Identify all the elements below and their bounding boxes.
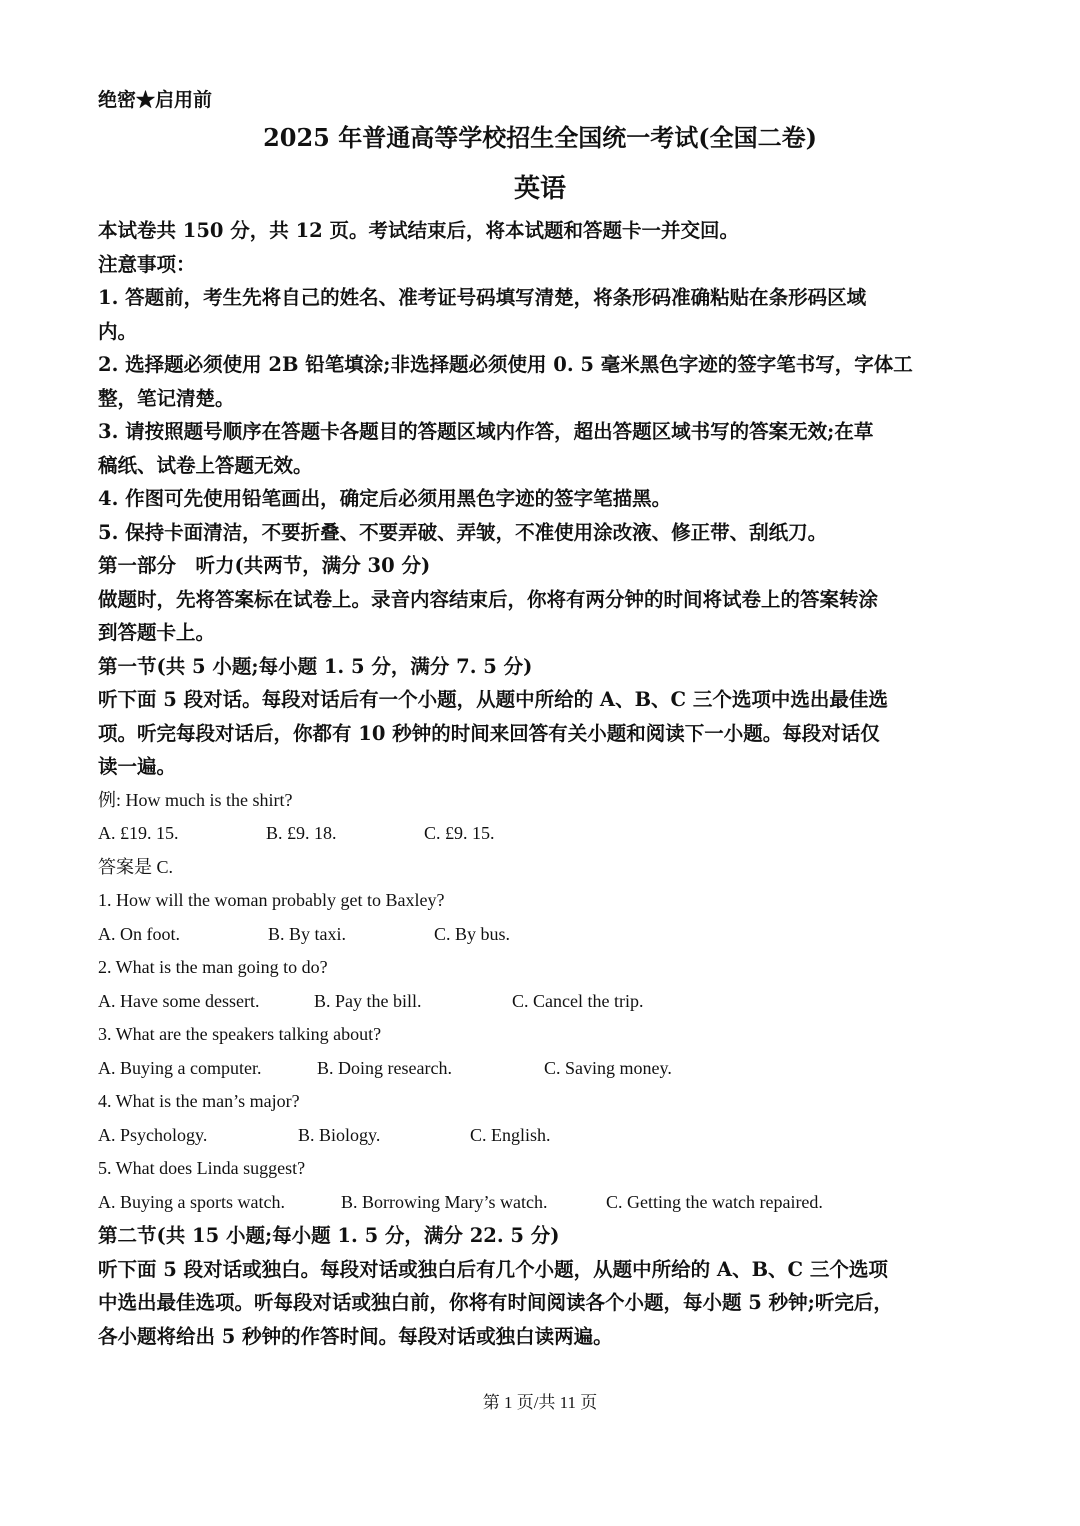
page-number: 第 1 页/共 11 页 bbox=[482, 1393, 598, 1412]
option-c: C. Saving money. bbox=[544, 1057, 672, 1078]
option-a: A. Have some dessert. bbox=[98, 990, 260, 1011]
subject-title: 英语 bbox=[513, 174, 566, 204]
question-options bbox=[98, 1119, 988, 1153]
option-c: C. £9. 15. bbox=[424, 823, 495, 843]
question-text: 1. How will the woman probably get to Baxley? bbox=[98, 890, 445, 910]
section1-heading: 第一节(共 5 小题;每小题 1. 5 分，满分 7. 5 分) bbox=[98, 654, 533, 678]
option-b: B. Doing research. bbox=[317, 1057, 452, 1078]
part1-instruction-line: 到答题卡上。 bbox=[98, 621, 216, 644]
option-a: A. Buying a sports watch. bbox=[98, 1191, 285, 1212]
option-b: B. Pay the bill. bbox=[314, 990, 422, 1011]
option-b: B. Borrowing Mary’s watch. bbox=[341, 1191, 548, 1212]
section1-instruction-line: 项。听完每段对话后，你都有 10 秒钟的时间来回答有关小题和阅读下一小题。每段对话仅 bbox=[98, 721, 880, 745]
notice-line: 3. 请按照题号顺序在答题卡各题目的答题区域内作答，超出答题区域书写的答案无效;在草 bbox=[98, 420, 874, 443]
question-options bbox=[98, 918, 988, 952]
notice-line: 稿纸、试卷上答题无效。 bbox=[98, 453, 313, 477]
option-a: A. £19. 15. bbox=[98, 823, 179, 843]
exam-title: 2025 年普通高等学校招生全国统一考试(全国二卷) bbox=[263, 123, 817, 152]
example-question: 例: How much is the shirt? bbox=[98, 789, 293, 810]
section1-instruction-line: 听下面 5 段对话。每段对话后有一个小题，从题中所给的 A、B、C 三个选项中选出最佳选 bbox=[98, 688, 888, 711]
part1-instruction-line: 做题时，先将答案标在试卷上。录音内容结束后，你将有两分钟的时间将试卷上的答案转涂 bbox=[98, 587, 879, 611]
example-answer: 答案是 C. bbox=[98, 856, 174, 877]
notice-line: 2. 选择题必须使用 2B 铅笔填涂;非选择题必须使用 0. 5 毫米黑色字迹的签字笔书写，字体工 bbox=[98, 353, 913, 376]
question-options bbox=[98, 985, 988, 1019]
question-text: 5. What does Linda suggest? bbox=[98, 1158, 306, 1178]
example-options bbox=[98, 817, 988, 851]
notice-line: 1. 答题前，考生先将自己的姓名、准考证号码填写清楚，将条形码准确粘贴在条形码区域 bbox=[98, 286, 867, 309]
section2-instruction-line: 各小题将给出 5 秒钟的作答时间。每段对话或独白读两遍。 bbox=[98, 1324, 613, 1348]
section2-instruction-line: 听下面 5 段对话或独白。每段对话或独白后有几个小题，从题中所给的 A、B、C 三个选项 bbox=[98, 1257, 888, 1281]
option-a: A. Buying a computer. bbox=[98, 1057, 262, 1078]
option-c: C. Getting the watch repaired. bbox=[606, 1191, 823, 1212]
option-a: A. On foot. bbox=[98, 923, 180, 944]
option-c: C. Cancel the trip. bbox=[512, 990, 644, 1011]
notice-line: 内。 bbox=[98, 319, 138, 343]
option-b: B. £9. 18. bbox=[266, 823, 337, 843]
question-text: 3. What are the speakers talking about? bbox=[98, 1024, 382, 1044]
section2-instruction-line: 中选出最佳选项。听每段对话或独白前，你将有时间阅读各个小题，每小题 5 秒钟;听完后， bbox=[98, 1291, 893, 1314]
section1-instruction-line: 读一遍。 bbox=[98, 755, 177, 778]
question-options bbox=[98, 1052, 988, 1086]
part1-heading: 第一部分 听力(共两节，满分 30 分) bbox=[98, 554, 431, 577]
question-options bbox=[98, 1186, 988, 1220]
notice-line: 4. 作图可先使用铅笔画出，确定后必须用黑色字迹的签字笔描黑。 bbox=[98, 487, 672, 510]
exam-summary: 本试卷共 150 分，共 12 页。考试结束后，将本试题和答题卡一并交回。 bbox=[98, 219, 739, 242]
section2-heading: 第二节(共 15 小题;每小题 1. 5 分，满分 22. 5 分) bbox=[98, 1224, 560, 1247]
option-b: B. By taxi. bbox=[268, 923, 347, 944]
confidential-label: 绝密★启用前 bbox=[98, 89, 213, 111]
option-b: B. Biology. bbox=[298, 1124, 381, 1145]
exam-page bbox=[98, 84, 988, 1353]
option-c: C. By bus. bbox=[434, 923, 511, 944]
notice-line: 整，笔记清楚。 bbox=[98, 386, 235, 410]
option-c: C. English. bbox=[470, 1124, 551, 1145]
question-text: 4. What is the man’s major? bbox=[98, 1091, 300, 1111]
notice-line: 5. 保持卡面清洁，不要折叠、不要弄破、弄皱，不准使用涂改液、修正带、刮纸刀。 bbox=[98, 520, 828, 544]
option-a: A. Psychology. bbox=[98, 1124, 208, 1145]
notice-heading: 注意事项： bbox=[98, 252, 196, 276]
question-text: 2. What is the man going to do? bbox=[98, 957, 328, 977]
